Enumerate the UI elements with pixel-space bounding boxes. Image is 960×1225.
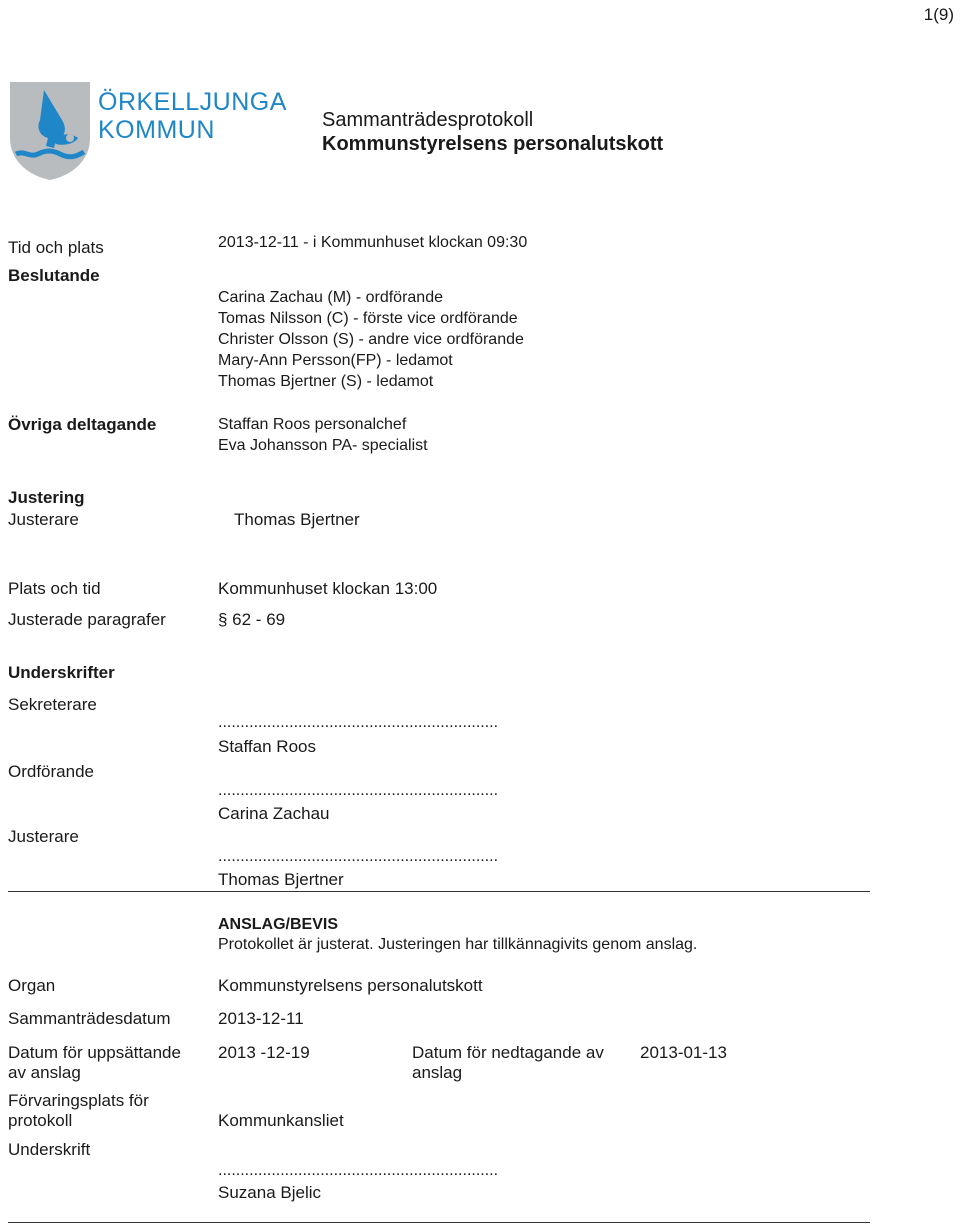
beslutande-member: Carina Zachau (M) - ordförande [218,289,443,306]
signature-dots: ............................................................... [218,848,499,865]
beslutande-member: Tomas Nilsson (C) - förste vice ordförande [218,310,518,327]
justerare-value: Thomas Bjertner [234,510,360,529]
logo-line-1: ÖRKELLJUNGA [98,88,287,116]
nedtagande-label: Datum för nedtagande av [412,1043,604,1062]
ovriga-member: Eva Johansson PA- specialist [218,437,428,454]
justering-heading: Justering [8,488,85,507]
sekreterare-name: Staffan Roos [218,737,316,756]
ovriga-member: Staffan Roos personalchef [218,416,407,433]
uppsattande-label-cont: av anslag [8,1063,81,1082]
uppsattande-value: 2013 -12-19 [218,1043,310,1062]
forvaringsplats-label: Förvaringsplats för [8,1091,149,1110]
justerade-paragrafer-value: § 62 - 69 [218,610,286,629]
organ-value: Kommunstyrelsens personalutskott [218,976,483,995]
signature-dots: ............................................................... [218,1162,499,1179]
page-number: 1(9) [923,5,954,24]
sammantradesdatum-value: 2013-12-11 [218,1009,304,1028]
beslutande-member: Christer Olsson (S) - andre vice ordförande [218,331,524,348]
logo [8,80,287,185]
forvaringsplats-label-cont: protokoll [8,1111,73,1130]
ovriga-label: Övriga deltagande [8,415,157,434]
ordforande-label: Ordförande [8,762,94,781]
nedtagande-label-cont: anslag [412,1063,463,1082]
beslutande-label: Beslutande [8,266,100,285]
municipal-crest-icon [8,80,92,180]
underskrift-name: Suzana Bjelic [218,1183,322,1202]
tid-och-plats-value: 2013-12-11 - i Kommunhuset klockan 09:30 [218,234,528,251]
beslutande-member: Thomas Bjertner (S) - ledamot [218,373,434,390]
forvaringsplats-value: Kommunkansliet [218,1111,344,1130]
logo-line-2: KOMMUN [98,116,215,144]
nedtagande-value: 2013-01-13 [640,1043,727,1062]
uppsattande-label: Datum för uppsättande [8,1043,181,1062]
beslutande-member: Mary-Ann Persson(FP) - ledamot [218,352,453,369]
justerare-sign-name: Thomas Bjertner [218,870,344,889]
tid-och-plats-label: Tid och plats [8,238,104,257]
ordforande-name: Carina Zachau [218,804,330,823]
anslag-heading: ANSLAG/BEVIS [218,916,339,933]
sammantradesdatum-label: Sammanträdesdatum [8,1009,171,1028]
underskrift-label: Underskrift [8,1140,91,1159]
signature-dots: ............................................................... [218,714,499,731]
justerare-label: Justerare [8,510,79,529]
divider [8,891,870,892]
anslag-text: Protokollet är justerat. Justeringen har tillkännagivits genom anslag. [218,936,698,953]
signature-dots: ............................................................... [218,782,499,799]
underskrifter-heading: Underskrifter [8,663,115,682]
document-subtitle: Kommunstyrelsens personalutskott [322,133,664,155]
justerare-sign-label: Justerare [8,827,79,846]
plats-och-tid-value: Kommunhuset klockan 13:00 [218,579,438,598]
document-title: Sammanträdesprotokoll [322,109,534,131]
organ-label: Organ [8,976,56,995]
justerade-paragrafer-label: Justerade paragrafer [8,610,166,629]
divider [8,1222,870,1223]
plats-och-tid-label: Plats och tid [8,579,101,598]
sekreterare-label: Sekreterare [8,695,97,714]
